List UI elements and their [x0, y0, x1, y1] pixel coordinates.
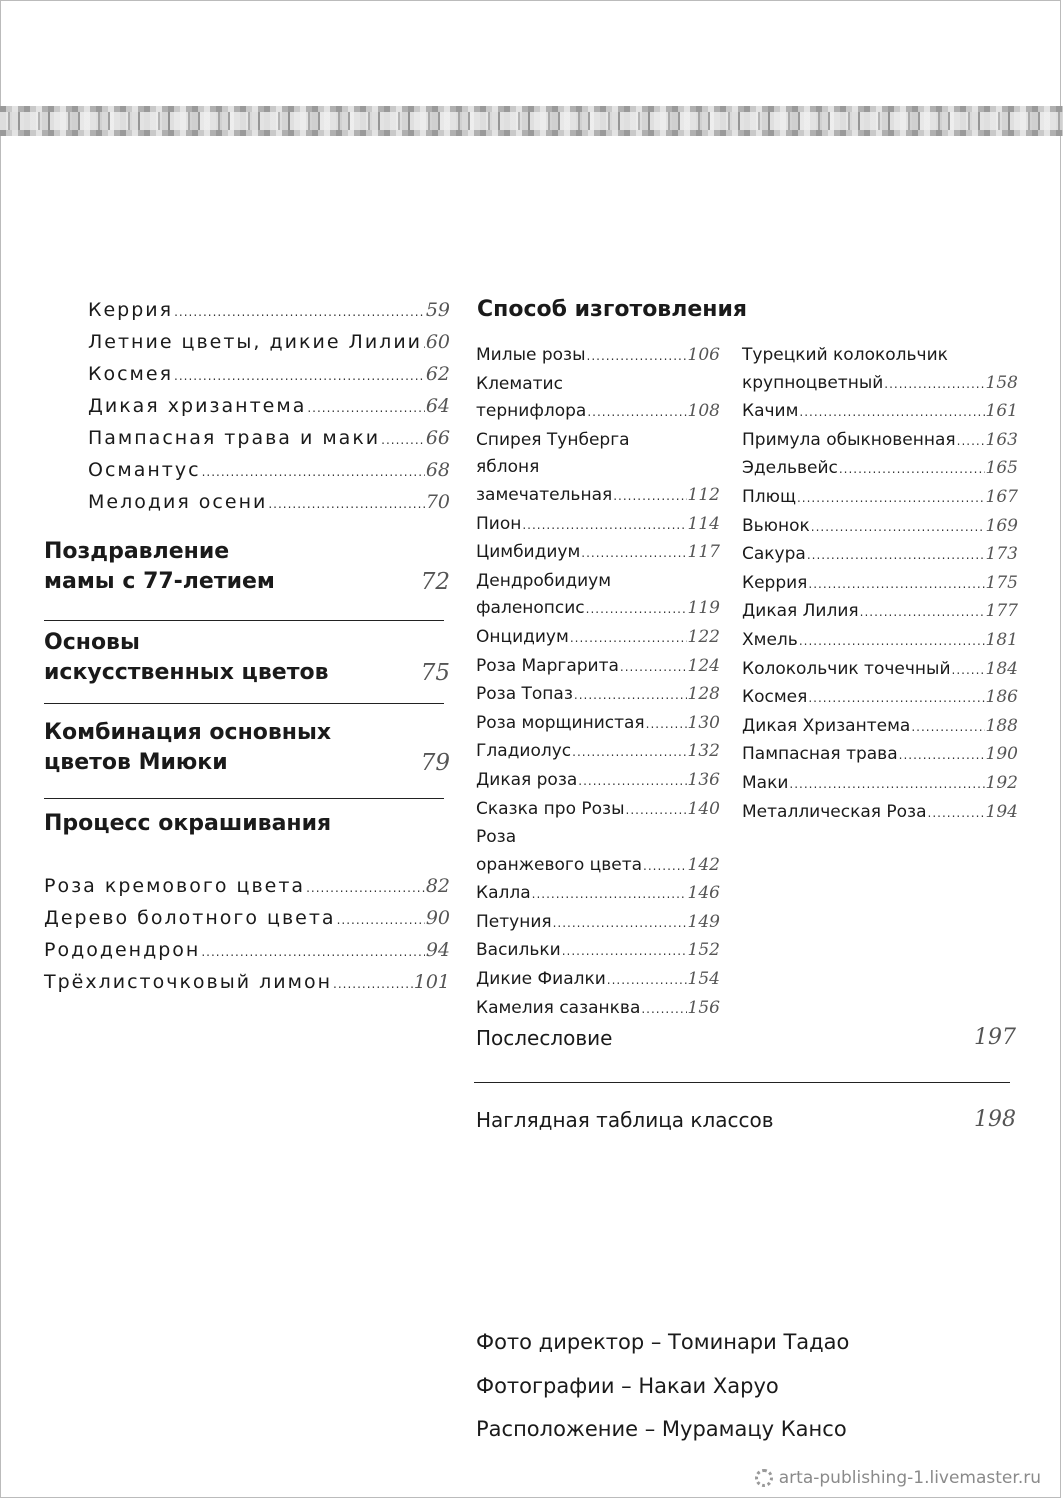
process-heading: Процесс окрашивания — [44, 811, 332, 836]
process-list — [44, 871, 450, 999]
toc-entry[interactable]: Пампасная трава ..... 190 — [742, 741, 1018, 770]
section-title-line: Комбинация основных — [44, 720, 332, 745]
toc-entry-line: Роза — [476, 827, 517, 848]
ornamental-border — [0, 106, 1063, 136]
toc-entry-line: Спирея Тунберга — [476, 429, 630, 450]
toc-entry[interactable]: Примула обыкновенная ..... 163 — [742, 427, 1018, 456]
afterword-entry[interactable] — [476, 1025, 1016, 1050]
toc-entry[interactable]: Петуния ..... 149 — [476, 909, 720, 938]
toc-entry[interactable]: Керрия ..... 175 — [742, 570, 1018, 599]
toc-entry[interactable]: Вьюнок ..... 169 — [742, 513, 1018, 542]
toc-entry[interactable]: Милые розы ..... 106 — [476, 342, 720, 371]
section-page: 75 — [420, 660, 450, 686]
toc-entry[interactable]: Дикая Хризантема ..... 188 — [742, 713, 1018, 742]
toc-top-list — [88, 295, 450, 519]
toc-entry[interactable]: крупноцветный ..... 158 — [742, 370, 1018, 399]
divider — [44, 798, 444, 799]
divider — [474, 1082, 1010, 1083]
credit-line: Фото директор – Томинари Тадао — [476, 1330, 850, 1354]
method-list-col2 — [742, 342, 1018, 827]
table-page: 198 — [974, 1107, 1016, 1132]
toc-entry[interactable]: Маки ..... 192 — [742, 770, 1018, 799]
toc-entry-line: Дендробидиум — [476, 570, 612, 591]
toc-entry[interactable]: Металлическая Роза ..... 194 — [742, 799, 1018, 828]
toc-entry[interactable]: Керрия ..... 59 — [88, 295, 450, 327]
toc-entry[interactable]: Летние цветы, дикие Лилии ..... 60 — [88, 327, 450, 359]
afterword-page: 197 — [974, 1025, 1016, 1050]
toc-entry[interactable]: Хмель ..... 181 — [742, 627, 1018, 656]
section-title-line: Основы — [44, 630, 140, 655]
divider — [44, 620, 444, 621]
toc-entry[interactable]: Космея ..... 186 — [742, 684, 1018, 713]
credit-line: Расположение – Мурамацу Кансо — [476, 1417, 847, 1441]
toc-entry[interactable]: Роза Маргарита ..... 124 — [476, 653, 720, 682]
toc-entry[interactable]: Гладиолус ..... 132 — [476, 738, 720, 767]
toc-entry[interactable]: Эдельвейс ..... 165 — [742, 455, 1018, 484]
section-title-line: искусственных цветов — [44, 660, 329, 685]
toc-section[interactable] — [44, 537, 450, 597]
toc-entry[interactable]: Цимбидиум ..... 117 — [476, 539, 720, 568]
toc-section[interactable] — [44, 718, 450, 778]
toc-entry[interactable]: Роза морщинистая ..... 130 — [476, 710, 720, 739]
toc-entry[interactable]: Дикая роза ..... 136 — [476, 767, 720, 796]
toc-entry[interactable]: Дикая хризантема ..... 64 — [88, 391, 450, 423]
flower-icon — [755, 1469, 773, 1487]
toc-entry[interactable]: Дерево болотного цвета ..... 90 — [44, 903, 450, 935]
toc-entry[interactable]: Пион ..... 114 — [476, 511, 720, 540]
toc-entry-line: яблоня — [476, 457, 540, 478]
toc-entry[interactable]: Дикая Лилия ..... 177 — [742, 598, 1018, 627]
section-page: 72 — [420, 569, 450, 595]
table-entry[interactable] — [476, 1107, 1016, 1132]
toc-entry[interactable]: Колокольчик точечный ..... 184 — [742, 656, 1018, 685]
toc-entry[interactable]: замечательная ..... 112 — [476, 482, 720, 511]
credit-line: Фотографии – Накаи Харуо — [476, 1373, 779, 1398]
toc-entry[interactable]: фаленопсис ..... 119 — [476, 595, 720, 624]
watermark — [755, 1468, 1041, 1488]
toc-entry[interactable]: Космея ..... 62 — [88, 359, 450, 391]
table-title: Наглядная таблица классов — [476, 1108, 774, 1132]
method-heading: Способ изготовления — [477, 297, 748, 322]
section-page: 79 — [420, 750, 450, 776]
toc-entry[interactable]: оранжевого цвета ..... 142 — [476, 852, 720, 881]
divider — [44, 703, 444, 704]
toc-entry-line: Турецкий колокольчик — [742, 345, 948, 365]
toc-entry[interactable]: Васильки ..... 152 — [476, 937, 720, 966]
watermark-text: arta-publishing-1.livemaster.ru — [778, 1468, 1041, 1488]
toc-entry[interactable]: Роза Топаз ..... 128 — [476, 681, 720, 710]
toc-entry[interactable]: Дикие Фиалки ..... 154 — [476, 966, 720, 995]
toc-entry[interactable]: Калла ..... 146 — [476, 880, 720, 909]
toc-entry[interactable]: Онцидиум ..... 122 — [476, 624, 720, 653]
section-title-line: цветов Миюки — [44, 750, 228, 775]
afterword-title: Послесловие — [476, 1026, 613, 1050]
toc-entry[interactable]: Качим ..... 161 — [742, 398, 1018, 427]
toc-section[interactable] — [44, 628, 450, 688]
toc-entry[interactable]: тернифлора ..... 108 — [476, 398, 720, 427]
toc-entry[interactable]: Пампасная трава и маки ..... 66 — [88, 423, 450, 455]
toc-entry-line: Клематис — [476, 373, 563, 394]
section-title-line: Поздравление — [44, 539, 230, 564]
toc-entry[interactable]: Османтус ..... 68 — [88, 455, 450, 487]
credits — [476, 1321, 849, 1452]
toc-entry[interactable]: Сказка про Розы ..... 140 — [476, 796, 720, 825]
method-list-col1 — [476, 342, 720, 1023]
toc-entry[interactable]: Камелия сазанква ..... 156 — [476, 995, 720, 1024]
toc-entry[interactable]: Мелодия осени ..... 70 — [88, 487, 450, 519]
toc-entry[interactable]: Рододендрон ..... 94 — [44, 935, 450, 967]
toc-entry[interactable]: Трёхлисточковый лимон ..... 101 — [44, 967, 450, 999]
toc-entry[interactable]: Сакура ..... 173 — [742, 541, 1018, 570]
section-title-line: мамы с 77-летием — [44, 569, 275, 594]
toc-entry[interactable]: Роза кремового цвета ..... 82 — [44, 871, 450, 903]
toc-entry[interactable]: Плющ ..... 167 — [742, 484, 1018, 513]
